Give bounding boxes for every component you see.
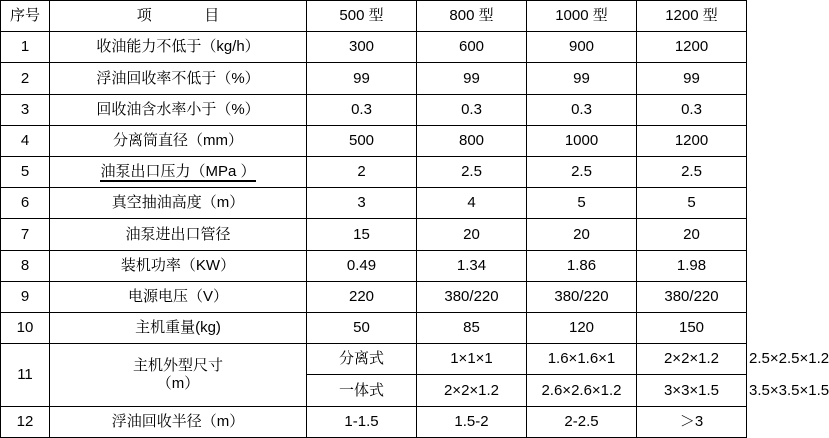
row-value: 600: [417, 32, 527, 63]
row-item: 浮油回收半径（m）: [50, 406, 307, 437]
row-value: 1.5-2: [417, 406, 527, 437]
header-item-label: 项 目: [136, 7, 227, 25]
row-value: 2.6×2.6×1.2: [527, 375, 637, 406]
row-value: 99: [307, 63, 417, 94]
row-item: 分离筒直径（mm）: [50, 125, 307, 156]
row-value: 150: [637, 313, 747, 344]
table-row-dimensions-integrated: 一体式 2×2×1.2 2.6×2.6×1.2 3×3×1.5 3.5×3.5×1.5: [1, 375, 747, 406]
row-value: 800: [417, 125, 527, 156]
table-row: [1, 313, 747, 344]
table-row: [1, 157, 747, 188]
row-number: 12: [1, 406, 50, 437]
row-value: 2×2×1.2: [637, 344, 747, 375]
row-number: 4: [1, 125, 50, 156]
row-value: 1.98: [637, 250, 747, 281]
row-value: 500: [307, 125, 417, 156]
table-row: [1, 219, 747, 250]
row-value: 1-1.5: [307, 406, 417, 437]
row-number: 10: [1, 313, 50, 344]
row-value: 50: [307, 313, 417, 344]
table-row: [1, 406, 747, 437]
header-cell-model-1000: 1000 型: [527, 1, 637, 32]
row-value: 380/220: [417, 281, 527, 312]
row-number: 8: [1, 250, 50, 281]
table-row: [1, 32, 747, 63]
row-value: 3: [307, 188, 417, 219]
header-cell-item: [50, 1, 307, 32]
sub-label-separate: 分离式: [307, 344, 417, 375]
row-value: 1200: [637, 125, 747, 156]
row-value: 2×2×1.2: [417, 375, 527, 406]
row-value: 99: [637, 63, 747, 94]
row-number: 1: [1, 32, 50, 63]
row-number: 11: [1, 344, 50, 406]
row-number: 5: [1, 157, 50, 188]
row-item-dimensions: [50, 344, 307, 406]
row-value: 0.3: [527, 94, 637, 125]
row-value: 85: [417, 313, 527, 344]
row-value: 1×1×1: [417, 344, 527, 375]
row-value: 1.86: [527, 250, 637, 281]
row-number: 7: [1, 219, 50, 250]
row-value: 300: [307, 32, 417, 63]
row-value: 2: [307, 157, 417, 188]
row-item: 装机功率（KW）: [50, 250, 307, 281]
row-value: 99: [417, 63, 527, 94]
row-value: 1200: [637, 32, 747, 63]
header-cell-model-1200: 1200 型: [637, 1, 747, 32]
row-value: 3×3×1.5: [637, 375, 747, 406]
row-value: 900: [527, 32, 637, 63]
row-item: 回收油含水率小于（%）: [50, 94, 307, 125]
row-value: 20: [527, 219, 637, 250]
row-value: 0.3: [307, 94, 417, 125]
row-value: 20: [417, 219, 527, 250]
row-number: 6: [1, 188, 50, 219]
row-item: [50, 157, 307, 188]
row-item-label: 油泵出口压力（MPa ）: [100, 163, 256, 181]
row-value: 2.5: [527, 157, 637, 188]
table-row: [1, 188, 747, 219]
row-item: 电源电压（V）: [50, 281, 307, 312]
row-value: 1.34: [417, 250, 527, 281]
row-value: 220: [307, 281, 417, 312]
row-value: 380/220: [637, 281, 747, 312]
table-header-row: [1, 1, 747, 32]
table-row: [1, 125, 747, 156]
row-item: 主机重量(kg): [50, 313, 307, 344]
table-row: [1, 281, 747, 312]
row-value: 2.5: [637, 157, 747, 188]
sub-label-integrated: 一体式: [307, 375, 417, 406]
row-item-label: 主机外型尺寸 （m）: [132, 356, 223, 392]
row-value: ＞3: [637, 406, 747, 437]
row-value: 99: [527, 63, 637, 94]
row-item: 收油能力不低于（kg/h）: [50, 32, 307, 63]
row-value: 2.5: [417, 157, 527, 188]
row-value: 5: [527, 188, 637, 219]
table-row: [1, 94, 747, 125]
row-value: 0.3: [637, 94, 747, 125]
table-row: [1, 250, 747, 281]
row-value: 20: [637, 219, 747, 250]
row-value: 1000: [527, 125, 637, 156]
row-value: 2-2.5: [527, 406, 637, 437]
row-value: 1.6×1.6×1: [527, 344, 637, 375]
row-number: 3: [1, 94, 50, 125]
row-value: 5: [637, 188, 747, 219]
header-cell-model-500: 500 型: [307, 1, 417, 32]
row-value: 380/220: [527, 281, 637, 312]
row-item: 浮油回收率不低于（%）: [50, 63, 307, 94]
row-number: 9: [1, 281, 50, 312]
table-row-dimensions-separate: 11 主机外型尺寸 （m） 分离式 1×1×1 1.6×1.6×1 2×2×1.2 2.5×2.5×1.2: [1, 344, 747, 375]
row-value: 15: [307, 219, 417, 250]
table-row: [1, 63, 747, 94]
row-value: 120: [527, 313, 637, 344]
row-number: 2: [1, 63, 50, 94]
row-value: 4: [417, 188, 527, 219]
row-item: 油泵进出口管径: [50, 219, 307, 250]
row-value: 0.49: [307, 250, 417, 281]
row-item: 真空抽油高度（m）: [50, 188, 307, 219]
header-cell-model-800: 800 型: [417, 1, 527, 32]
header-cell-no: 序号: [1, 1, 50, 32]
row-value: 0.3: [417, 94, 527, 125]
